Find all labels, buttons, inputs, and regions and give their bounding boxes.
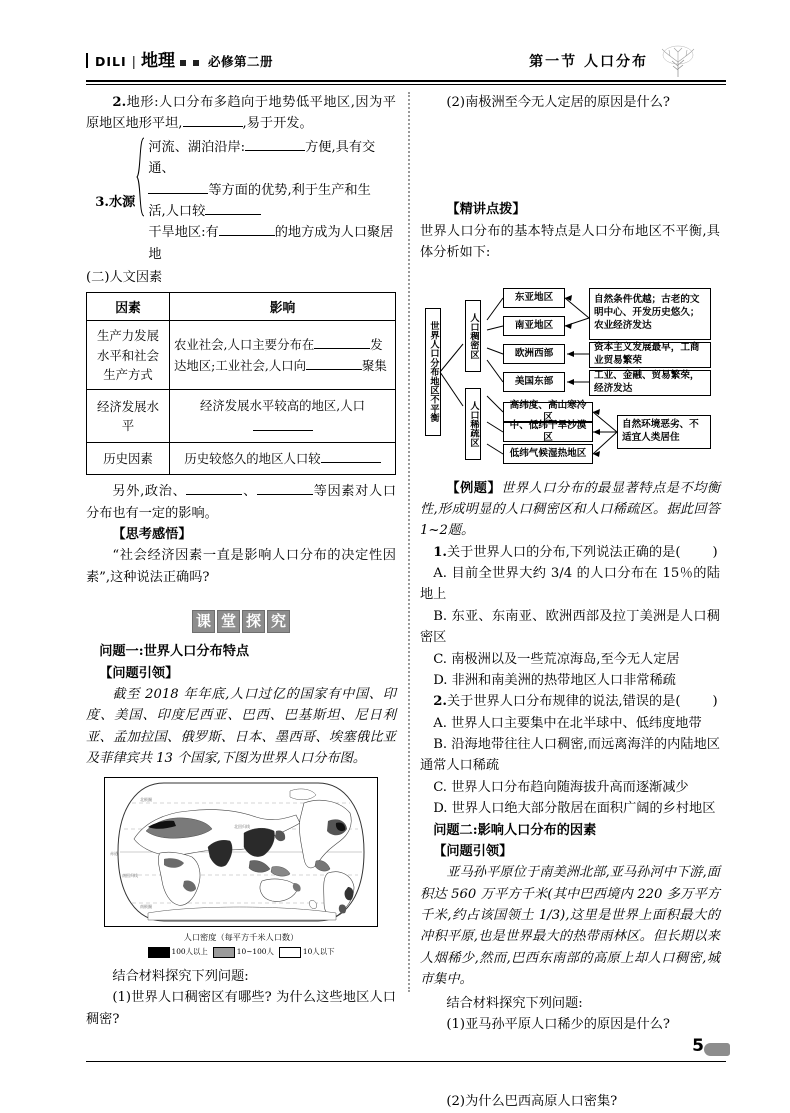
table-row: [87, 390, 396, 443]
brand-latin: DILI: [95, 54, 127, 69]
fill-blank[interactable]: [321, 462, 381, 463]
paragraph-terrain: [86, 92, 396, 135]
column-divider: [408, 92, 410, 992]
page-tab-icon: [704, 1043, 730, 1056]
human-factors-table: [86, 292, 396, 475]
diagram-root-box: 世界人口分布地区不平衡: [425, 308, 441, 436]
question-2-top: (2)南极洲至今无人定居的原因是什么?: [446, 95, 670, 110]
banner-char: 究: [267, 610, 290, 633]
legend-label: 10人以下: [302, 947, 335, 957]
legend-swatch-high: [148, 947, 170, 958]
t: ): [712, 544, 718, 560]
diagram-region-east-asia: 东亚地区: [503, 288, 565, 308]
explore-question-1: (1)亚马孙平原人口稀少的原因是什么?: [446, 1016, 670, 1032]
brand-divider-icon: |: [131, 55, 137, 70]
fill-blank[interactable]: [257, 494, 313, 495]
t: 关于世界人口的分布,下列说法正确的是(: [446, 544, 681, 560]
t: ): [712, 694, 718, 710]
explore-lead: 结合材料探究下列问题:: [446, 995, 583, 1011]
map-graphic: [104, 777, 378, 927]
t: 等方面的优势,利于生产和生: [208, 182, 371, 198]
table-header-factor: 因素: [87, 293, 170, 321]
cell-factor: 历史因素: [87, 443, 170, 475]
t: 历史较悠久的地区人口较: [184, 451, 321, 467]
fill-blank[interactable]: [253, 430, 313, 431]
t: 的地方成为人口聚居地: [148, 225, 394, 262]
question-lead-heading: 【问题引领】: [99, 665, 179, 681]
water-source-label: [86, 191, 136, 210]
diagram-region-desert: 中、低纬干旱沙漠区: [503, 422, 593, 442]
header-brand: [86, 46, 273, 71]
diagram-reason-natural-advantage: 自然条件优越；古老的文明中心、开发历史悠久；农业经济发达: [589, 288, 711, 340]
diagram-region-west-europe: 欧洲西部: [503, 344, 565, 364]
example-heading: 【例题】: [446, 480, 502, 496]
fill-blank[interactable]: [186, 494, 242, 495]
option[interactable]: A. 目前全世界大约 3/4 的人口分布在 15％的陆地上: [420, 566, 720, 603]
option[interactable]: B. 沿海地带往往人口稠密,而远离海洋的内陆地区通常人口稀疏: [420, 737, 720, 774]
fill-blank[interactable]: [205, 214, 261, 215]
t: 另外,政治、: [112, 484, 187, 500]
fill-blank[interactable]: [314, 348, 370, 349]
diagram-reason-capitalism: 资本主义发展最早，工商业贸易繁荣: [589, 342, 711, 368]
legend-entry: [148, 946, 208, 958]
fill-blank[interactable]: [219, 235, 275, 236]
water-source-body: [148, 137, 396, 265]
t: 发达地区;工业社会,人口向: [174, 337, 383, 374]
fill-blank[interactable]: [306, 369, 362, 370]
banner-char: 探: [242, 610, 265, 633]
question-2-stem: [420, 691, 720, 712]
item-label: 水源: [108, 195, 136, 211]
legend-entry: [279, 946, 335, 958]
legend-swatch-low: [279, 947, 301, 958]
t: 等因素对人口分布也有一定的影响。: [86, 484, 397, 521]
svg-text:南极圈: 南极圈: [140, 904, 152, 910]
t: 干旱地区:有: [148, 225, 219, 241]
option[interactable]: C. 南极洲以及一些荒凉海岛,至今无人定居: [433, 651, 680, 667]
question-number: 2.: [433, 694, 447, 710]
t: 河流、湖泊沿岸:: [148, 139, 246, 155]
legend-swatch-mid: [213, 947, 235, 958]
diagram-region-east-usa: 美国东部: [503, 372, 565, 392]
svg-text:北回归线: 北回归线: [234, 824, 250, 830]
question-lead-text: 截至 2018 年年底,人口过亿的国家有中国、印度、美国、印度尼西亚、巴西、巴基斯坦、尼日利亚、孟加拉国、俄罗斯、日本、墨西哥、埃塞俄比亚及菲律宾共 13 个国家,下图为世界人口分布图。: [86, 686, 396, 767]
t: 农业社会,人口主要分布在: [174, 337, 315, 353]
explore-question-2: (2)为什么巴西高原人口密集?: [446, 1094, 618, 1110]
option[interactable]: C. 世界人口分布趋向随海拔升高而逐渐减少: [433, 779, 689, 795]
cell-effect: [170, 321, 396, 390]
option[interactable]: B. 东亚、东南亚、欧洲西部及拉丁美洲是人口稠密区: [420, 608, 720, 646]
cell-factor: 生产力发展水平和社会生产方式: [87, 321, 170, 390]
diagram-region-humid: 低纬气候湿热地区: [503, 444, 593, 464]
explore-question-1: (1)世界人口稠密区有哪些? 为什么这些地区人口稠密?: [86, 990, 396, 1027]
reflection-heading: 【思考感悟】: [112, 527, 192, 543]
t: 关于世界人口分布规律的说法,错误的是(: [446, 694, 681, 710]
lecture-heading: 【精讲点拨】: [446, 202, 526, 218]
t: 、: [242, 484, 257, 500]
explore-lead: 结合材料探究下列问题:: [112, 968, 249, 984]
cell-factor: 经济发展水平: [87, 390, 170, 443]
map-legend: [104, 946, 378, 958]
page-header: [86, 44, 726, 78]
question-two-heading: 问题二:影响人口分布的因素: [433, 822, 597, 838]
square-icon: [180, 60, 186, 66]
question-one-heading: 问题一:世界人口分布特点: [99, 644, 250, 660]
t: 经济发展水平较高的地区,人口: [199, 398, 366, 414]
brand-cn: 地理: [141, 51, 176, 71]
cell-effect: [170, 390, 396, 443]
diagram-region-south-asia: 南亚地区: [503, 316, 565, 336]
brace-icon: [136, 137, 145, 265]
page-footer: [86, 1035, 726, 1063]
book-label: 必修第二册: [208, 54, 274, 69]
example-paragraph: [420, 478, 720, 542]
table-row: [87, 321, 396, 390]
fill-blank[interactable]: [183, 126, 243, 127]
map-legend-title: 人口密度（每平方千米人口数）: [183, 932, 299, 943]
diagram-reason-industry: 工业、金融、贸易繁荣，经济发达: [589, 370, 711, 396]
water-line-1: [148, 137, 396, 180]
item-text: 地形:人口分布多趋向于地势低平地区,因为平原地区地形平坦,: [86, 95, 396, 132]
t: 活,人口较: [148, 203, 206, 219]
diagram-region-cold: 高纬度、高山寒冷区: [503, 402, 593, 422]
diagram-branch-dense: 人口稠密区: [465, 300, 481, 372]
item-number: 3.: [95, 195, 109, 211]
table-header-row: [87, 293, 396, 321]
population-distribution-diagram: [417, 272, 717, 472]
cell-effect: [170, 443, 396, 475]
fill-blank[interactable]: [245, 150, 305, 151]
question-1-stem: [420, 542, 720, 563]
reflection-text: “社会经济因素一直是影响人口分布的决定性因素”,这种说法正确吗?: [86, 548, 396, 585]
svg-text:北极圈: 北极圈: [140, 797, 152, 803]
banner-char: 堂: [217, 610, 240, 633]
svg-text:赤道: 赤道: [110, 851, 118, 857]
diagram-branch-sparse: 人口稀疏区: [465, 388, 481, 460]
fill-blank[interactable]: [148, 193, 208, 194]
water-line-4: [148, 222, 396, 265]
svg-text:南回归线: 南回归线: [122, 873, 138, 879]
t: 聚集: [362, 358, 387, 374]
item-number: 2.: [112, 95, 127, 110]
option[interactable]: D. 世界人口绝大部分散居在面积广阔的乡村地区: [433, 801, 716, 817]
water-source-group: [86, 137, 396, 265]
table-header-effect: 影响: [170, 293, 396, 321]
legend-label: 100人以上: [171, 947, 208, 957]
subheading-human-factors: (二)人文因素: [86, 270, 163, 285]
question-lead-heading: 【问题引领】: [433, 843, 513, 859]
question-number: 1.: [433, 544, 447, 560]
t: 方便,具有交通、: [148, 139, 376, 177]
brand-bar-icon: [86, 53, 88, 68]
option[interactable]: A. 世界人口主要集中在北半球中、低纬度地带: [433, 715, 702, 731]
square-icon: [193, 60, 199, 66]
option[interactable]: D. 非洲和南美洲的热带地区人口非常稀疏: [433, 672, 676, 688]
header-rules: [86, 80, 726, 85]
tree-icon: [658, 44, 698, 78]
header-section: [529, 44, 698, 78]
world-population-map: [104, 777, 378, 958]
legend-label: 10~100人: [236, 947, 274, 957]
right-column: [420, 92, 720, 1113]
example-text: 世界人口分布的最显著特点是不均衡性,形成明显的人口稠密区和人口稀疏区。据此回答1~2题。: [420, 480, 721, 539]
question-lead-text: 亚马孙平原位于南美洲北部,亚马孙河中下游,面积达 560 万平方千米(其中巴西境内 220 多万平方千米,约占该国领土 1/3),这里是世界上面积最大的冲积平原,也是世界最大的热带雨林区。但长期以来人烟稀少,然而,巴西东南部的高原上却人口稠密,城市集中。: [420, 865, 720, 988]
answer-space[interactable]: [420, 113, 720, 199]
banner-char: 课: [192, 610, 215, 633]
section-title: 第一节 人口分布: [529, 54, 648, 70]
water-line-2: [148, 180, 396, 201]
legend-entry: [213, 946, 274, 958]
left-column: [86, 92, 396, 1030]
water-line-3: [148, 201, 396, 222]
lecture-text: 世界人口分布的基本特点是人口分布地区不平衡,具体分析如下:: [420, 223, 720, 261]
page-number: 5: [692, 1036, 704, 1056]
diagram-reason-harsh-environment: 自然环境恶劣、不适宜人类居住: [617, 415, 711, 449]
section-banner-classroom-inquiry: [86, 610, 396, 633]
item-text-tail: ,易于开发。: [242, 116, 313, 132]
paragraph-other-factors: [86, 481, 396, 524]
table-row: [87, 443, 396, 475]
